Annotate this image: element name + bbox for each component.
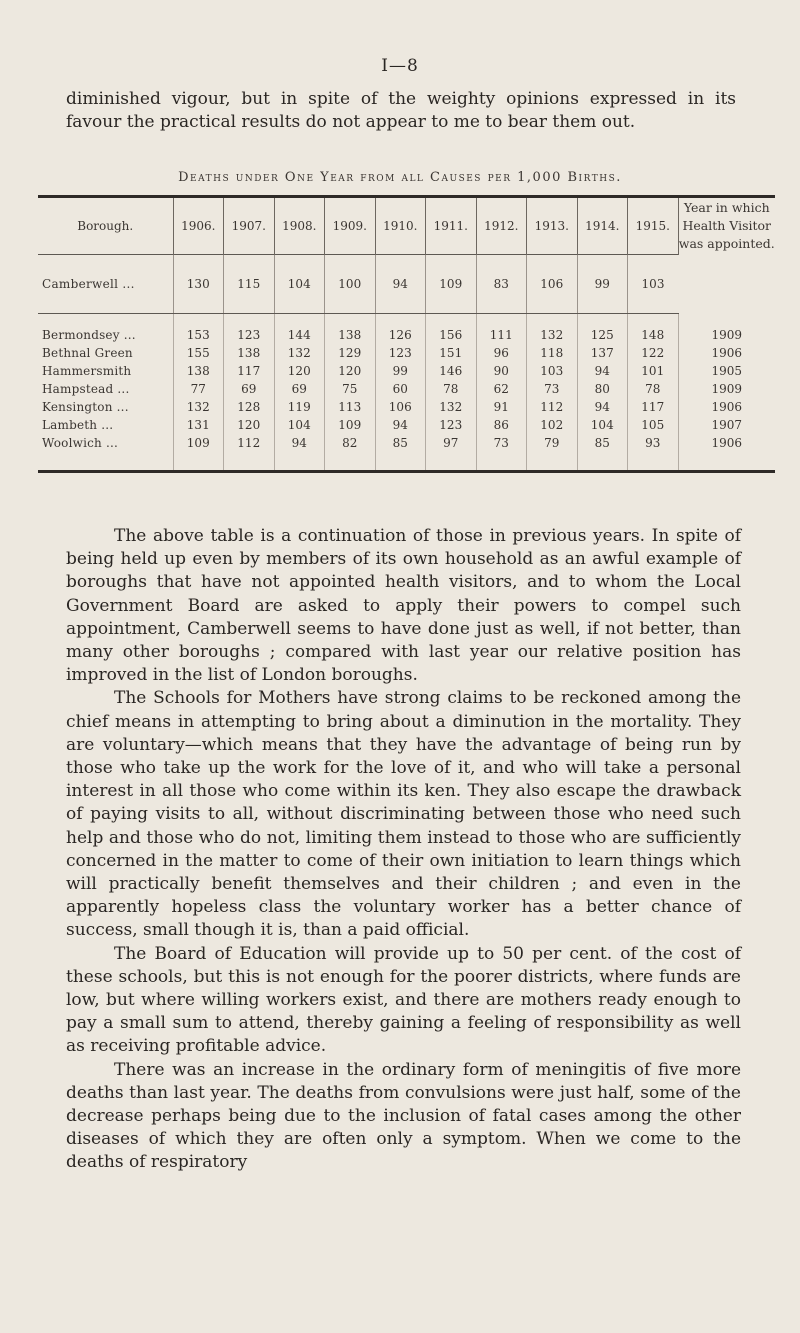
visitor-year-cell: 1909 xyxy=(678,380,775,398)
visitor-year-cell: 1907 xyxy=(678,416,775,434)
table-cell: 96 xyxy=(476,344,527,362)
table-cell: 144 xyxy=(274,314,325,345)
borough-column-header: Borough. xyxy=(77,219,134,233)
table-cell: 99 xyxy=(577,255,628,314)
table-cell: 132 xyxy=(173,398,224,416)
visitor-year-cell: 1906 xyxy=(678,344,775,362)
table-cell: 131 xyxy=(173,416,224,434)
table-cell: 138 xyxy=(325,314,376,345)
table-cell: 75 xyxy=(325,380,376,398)
table-cell: 106 xyxy=(375,398,426,416)
page-number: I—8 xyxy=(381,56,419,76)
visitor-year-cell: 1909 xyxy=(678,314,775,345)
paragraph: There was an increase in the ordinary form of meningitis of five more deaths than last year. The deaths from convulsions were just half, some of the decrease perhaps being due to the inclusion of fatal cases among the other diseases of which they are often only a symptom. When we come to the deaths of respiratory xyxy=(66,1059,741,1173)
table-cell: 138 xyxy=(173,362,224,380)
table-cell: 113 xyxy=(325,398,376,416)
table-cell: 126 xyxy=(375,314,426,345)
borough-name-cell: Bermondsey ... xyxy=(42,328,136,342)
table-cell: 69 xyxy=(274,380,325,398)
intro-paragraph: diminished vigour, but in spite of the weighty opinions expressed in its favour the practical results do not appear to me to bear them out. xyxy=(66,89,736,132)
table-cell: 97 xyxy=(426,434,477,472)
borough-name-cell: Woolwich ... xyxy=(42,436,119,450)
table-cell: 93 xyxy=(628,434,679,472)
table-cell: 122 xyxy=(628,344,679,362)
table-cell: 73 xyxy=(476,434,527,472)
table-cell: 105 xyxy=(628,416,679,434)
table-cell: 132 xyxy=(426,398,477,416)
table-cell: 94 xyxy=(375,255,426,314)
table-cell: 101 xyxy=(628,362,679,380)
table-cell: 138 xyxy=(224,344,275,362)
table-cell: 130 xyxy=(173,255,224,314)
table-cell: 83 xyxy=(476,255,527,314)
borough-name-cell: Camberwell ... xyxy=(38,255,173,314)
table-cell: 104 xyxy=(274,255,325,314)
table-row xyxy=(38,434,775,472)
body-text xyxy=(66,525,741,1175)
year-column-header: 1913. xyxy=(527,197,578,255)
table-row xyxy=(38,398,775,416)
mortality-table xyxy=(38,195,775,473)
table-cell: 90 xyxy=(476,362,527,380)
table-cell: 155 xyxy=(173,344,224,362)
table-cell: 79 xyxy=(527,434,578,472)
table-cell: 86 xyxy=(476,416,527,434)
year-column-header: 1914. xyxy=(577,197,628,255)
table-cell: 103 xyxy=(628,255,679,314)
table-cell: 120 xyxy=(274,362,325,380)
table-cell: 151 xyxy=(426,344,477,362)
borough-name-cell: Hampstead ... xyxy=(42,382,130,396)
table-row xyxy=(38,416,775,434)
visitor-year-cell: 1906 xyxy=(678,398,775,416)
table-cell: 100 xyxy=(325,255,376,314)
borough-name-cell: Kensington ... xyxy=(42,400,129,414)
table-cell: 109 xyxy=(325,416,376,434)
table-cell: 118 xyxy=(527,344,578,362)
table-cell: 60 xyxy=(375,380,426,398)
table-row xyxy=(38,314,775,345)
table-cell: 120 xyxy=(224,416,275,434)
table-cell: 77 xyxy=(173,380,224,398)
table-cell: 104 xyxy=(577,416,628,434)
table-cell: 120 xyxy=(325,362,376,380)
borough-name-cell: Lambeth ... xyxy=(42,418,114,432)
year-column-header: 1907. xyxy=(224,197,275,255)
table-cell: 78 xyxy=(628,380,679,398)
table-cell: 115 xyxy=(224,255,275,314)
table-cell: 99 xyxy=(375,362,426,380)
visitor-year-cell: 1906 xyxy=(678,434,775,472)
table-cell: 102 xyxy=(527,416,578,434)
table-body xyxy=(38,255,775,472)
table-cell: 82 xyxy=(325,434,376,472)
table-cell: 156 xyxy=(426,314,477,345)
table-title: Deaths under One Year from all Causes per 1,000 Births. xyxy=(178,170,622,185)
table-cell: 69 xyxy=(224,380,275,398)
mortality-table-container xyxy=(38,195,775,473)
table-cell: 129 xyxy=(325,344,376,362)
table-row xyxy=(38,362,775,380)
table-cell: 94 xyxy=(274,434,325,472)
table-cell: 106 xyxy=(527,255,578,314)
year-column-header: 1915. xyxy=(628,197,679,255)
table-cell: 125 xyxy=(577,314,628,345)
paragraph: The above table is a continuation of those in previous years. In spite of being held up even by members of its own household as an awful example of boroughs that have not appointed health visitors, and to whom the Local Government Board are asked to apply their powers to compel such appointment, Camberwell seems to have done just as well, if not better, than many other boroughs ; compared with last year our relative position has improved in the list of London boroughs. xyxy=(66,526,741,686)
table-cell: 117 xyxy=(224,362,275,380)
table-cell: 128 xyxy=(224,398,275,416)
visitor-year-column-header: Year in which Health Visitor was appointed. xyxy=(678,197,775,255)
year-column-header: 1911. xyxy=(426,197,477,255)
table-cell: 104 xyxy=(274,416,325,434)
borough-name-cell: Hammersmith xyxy=(42,364,132,378)
table-cell: 91 xyxy=(476,398,527,416)
table-cell: 112 xyxy=(527,398,578,416)
table-row-camberwell xyxy=(38,255,775,314)
table-cell: 148 xyxy=(628,314,679,345)
table-cell: 85 xyxy=(375,434,426,472)
paragraph: The Schools for Mothers have strong claims to be reckoned among the chief means in attempting to bring about a diminution in the mortality. They are voluntary—which means that they have the advantage of being run by those who take up the work for the love of it, and who will take a personal interest in all those who come within its ken. They also escape the drawback of paying visits to all, without discriminating between those who need such help and those who do not, limiting them instead to those who are sufficiently concerned in the matter to come of their own initiation to learn things which will practically benefit themselves and their children ; and even in the apparently hopeless class the voluntary worker has a better chance of success, small though it is, than a paid official. xyxy=(66,688,741,941)
visitor-year-cell: 1905 xyxy=(678,362,775,380)
table-row xyxy=(38,344,775,362)
table-cell: 137 xyxy=(577,344,628,362)
table-cell: 62 xyxy=(476,380,527,398)
table-cell: 78 xyxy=(426,380,477,398)
table-cell: 132 xyxy=(527,314,578,345)
year-column-header: 1908. xyxy=(274,197,325,255)
table-cell: 85 xyxy=(577,434,628,472)
borough-name-cell: Bethnal Green xyxy=(42,346,133,360)
table-cell: 146 xyxy=(426,362,477,380)
table-cell: 109 xyxy=(426,255,477,314)
table-header-row xyxy=(38,197,775,255)
year-column-header: 1912. xyxy=(476,197,527,255)
year-column-header: 1909. xyxy=(325,197,376,255)
table-cell: 117 xyxy=(628,398,679,416)
table-cell: 73 xyxy=(527,380,578,398)
table-cell: 153 xyxy=(173,314,224,345)
table-cell: 94 xyxy=(577,362,628,380)
table-cell: 103 xyxy=(527,362,578,380)
table-cell: 94 xyxy=(577,398,628,416)
table-cell: 123 xyxy=(224,314,275,345)
table-cell: 111 xyxy=(476,314,527,345)
table-cell: 112 xyxy=(224,434,275,472)
paragraph: The Board of Education will provide up to 50 per cent. of the cost of these schools, but this is not enough for the poorer districts, where funds are low, but where willing workers exist, and there are mothers ready enough to pay a small sum to attend, thereby gaining a feeling of responsibility as well as receiving profitable advice. xyxy=(66,943,741,1057)
year-column-header: 1910. xyxy=(375,197,426,255)
table-cell: 123 xyxy=(426,416,477,434)
table-cell: 94 xyxy=(375,416,426,434)
table-cell: 109 xyxy=(173,434,224,472)
table-cell: 132 xyxy=(274,344,325,362)
table-cell: 119 xyxy=(274,398,325,416)
table-row xyxy=(38,380,775,398)
table-cell: 123 xyxy=(375,344,426,362)
table-cell: 80 xyxy=(577,380,628,398)
year-column-header: 1906. xyxy=(173,197,224,255)
